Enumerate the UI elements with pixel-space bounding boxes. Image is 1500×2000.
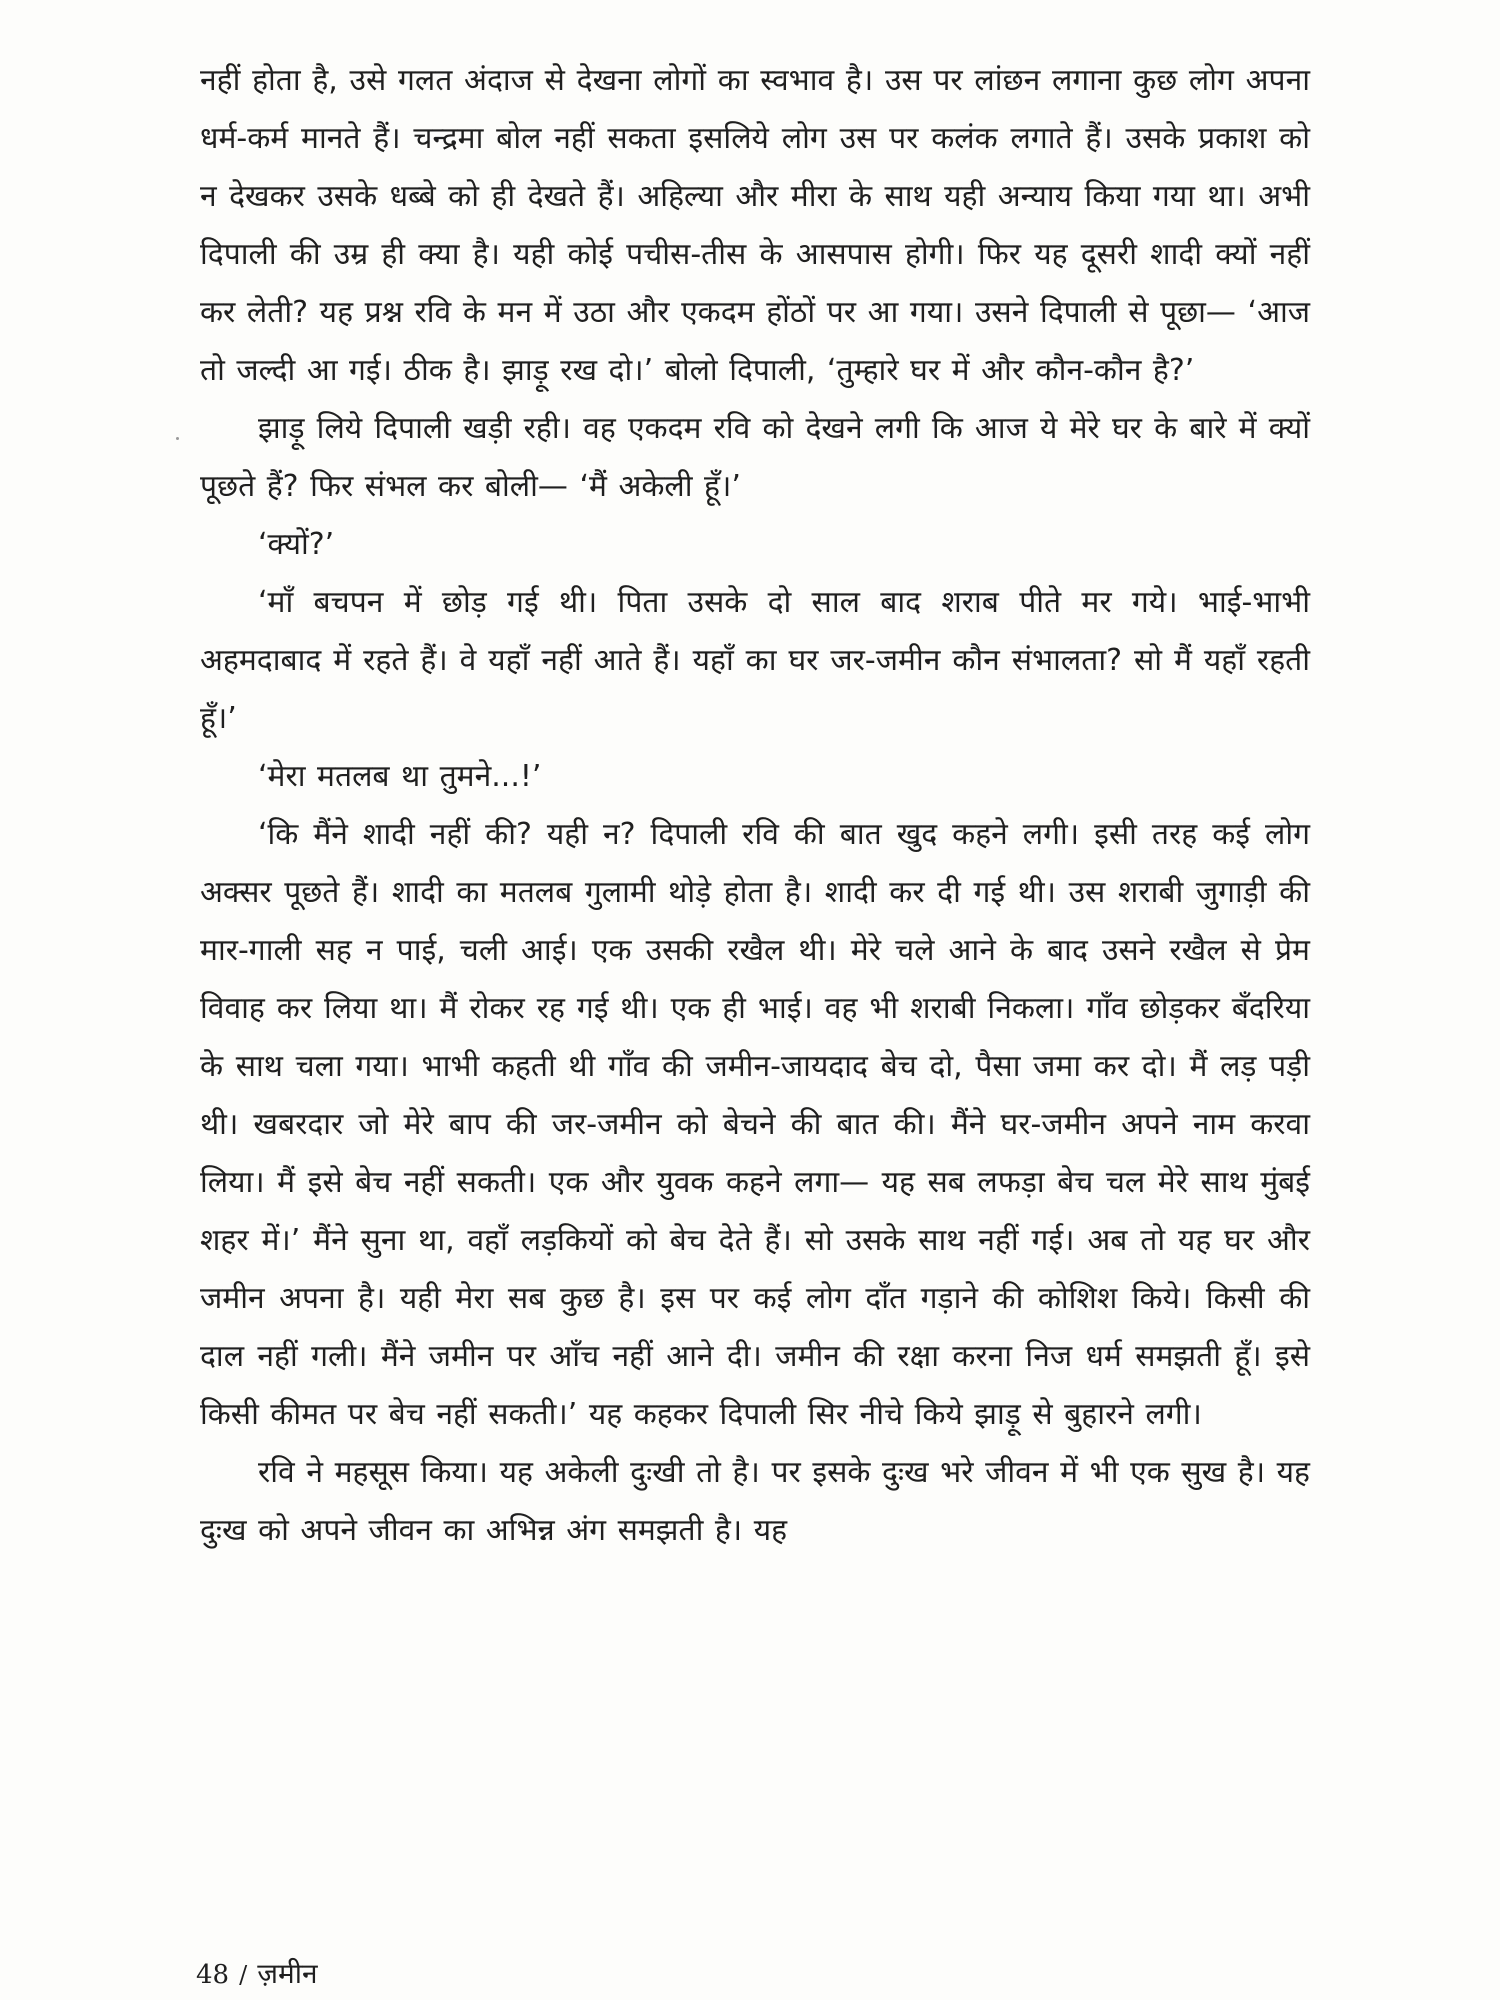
scan-speck (176, 437, 179, 440)
paragraph-5: ‘मेरा मतलब था तुमने...!’ (258, 759, 542, 794)
body-text (200, 52, 1310, 1560)
paragraph-2: झाड़ू लिये दिपाली खड़ी रही। वह एकदम रवि को देखने लगी कि आज ये मेरे घर के बारे में क्यों पूछते हैं? फिर संभल कर बोली— ‘मैं अकेली हूँ।’ (200, 411, 1310, 504)
paragraph-1: नहीं होता है, उसे गलत अंदाज से देखना लोगों का स्वभाव है। उस पर लांछन लगाना कुछ लोग अपना धर्म-कर्म मानते हैं। चन्द्रमा बोल नहीं सकता इसलिये लोग उस पर कलंक लगाते हैं। उसके प्रकाश को न देखकर उसके धब्बे को ही देखते हैं। अहिल्या और मीरा के साथ यही अन्याय किया गया था। अभी दिपाली की उम्र ही क्या है। यही कोई पचीस-तीस के आसपास होगी। फिर यह दूसरी शादी क्यों नहीं कर लेती? यह प्रश्न रवि के मन में उठा और एकदम होंठों पर आ गया। उसने दिपाली से पूछा— ‘आज तो जल्दी आ गई। ठीक है। झाड़ू रख दो।’ बोलो दिपाली, ‘तुम्हारे घर में और कौन-कौन है?’ (200, 63, 1310, 388)
paragraph-7: रवि ने महसूस किया। यह अकेली दुःखी तो है। पर इसके दुःख भरे जीवन में भी एक सुख है। यह दुःख को अपने जीवन का अभिन्न अंग समझती है। यह (200, 1455, 1310, 1548)
page-number: 48 (196, 1960, 230, 1990)
paragraph-4: ‘माँ बचपन में छोड़ गई थी। पिता उसके दो साल बाद शराब पीते मर गये। भाई-भाभी अहमदाबाद में रहते हैं। वे यहाँ नहीं आते हैं। यहाँ का घर जर-जमीन कौन संभालता? सो मैं यहाँ रहती हूँ।’ (200, 585, 1310, 736)
paragraph-3: ‘क्यों?’ (258, 527, 335, 562)
paragraph-6: ‘कि मैंने शादी नहीं की? यही न? दिपाली रवि की बात खुद कहने लगी। इसी तरह कई लोग अक्सर पूछते हैं। शादी का मतलब गुलामी थोड़े होता है। शादी कर दी गई थी। उस शराबी जुगाड़ी की मार-गाली सह न पाई, चली आई। एक उसकी रखैल थी। मेरे चले आने के बाद उसने रखैल से प्रेम विवाह कर लिया था। मैं रोकर रह गई थी। एक ही भाई। वह भी शराबी निकला। गाँव छोड़कर बँदरिया के साथ चला गया। भाभी कहती थी गाँव की जमीन-जायदाद बेच दो, पैसा जमा कर दो। मैं लड़ पड़ी थी। खबरदार जो मेरे बाप की जर-जमीन को बेचने की बात की। मैंने घर-जमीन अपने नाम करवा लिया। मैं इसे बेच नहीं सकती। एक और युवक कहने लगा— यह सब लफड़ा बेच चल मेरे साथ मुंबई शहर में।’ मैंने सुना था, वहाँ लड़कियों को बेच देते हैं। सो उसके साथ नहीं गई। अब तो यह घर और जमीन अपना है। यही मेरा सब कुछ है। इस पर कई लोग दाँत गड़ाने की कोशिश किये। किसी की दाल नहीं गली। मैंने जमीन पर आँच नहीं आने दी। जमीन की रक्षा करना निज धर्म समझती हूँ। इसे किसी कीमत पर बेच नहीं सकती।’ यह कहकर दिपाली सिर नीचे किये झाड़ू से बुहारने लगी। (200, 817, 1310, 1432)
page-footer (196, 1956, 318, 1993)
book-title: ज़मीन (257, 1957, 318, 1990)
footer-separator: / (239, 1961, 248, 1989)
